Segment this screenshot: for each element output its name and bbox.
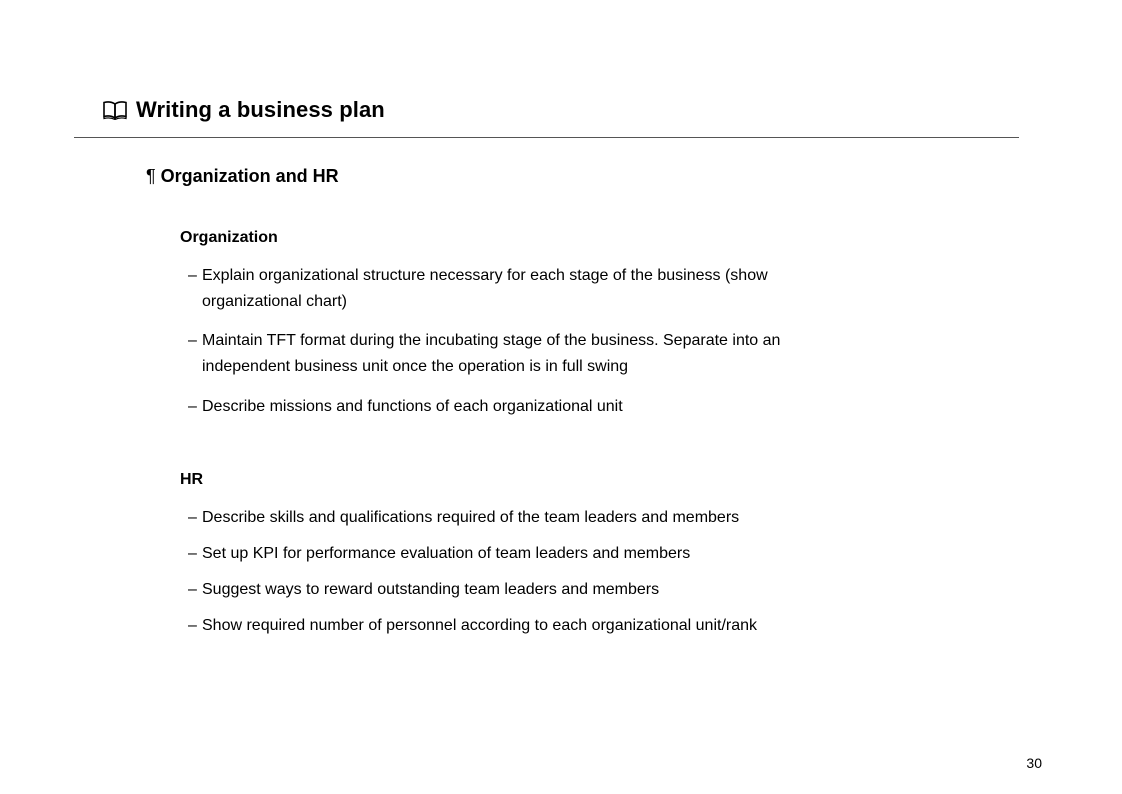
hr-subheading: HR xyxy=(180,471,204,488)
page-number: 30 xyxy=(1026,755,1042,771)
bullet-text-continued: organizational chart) xyxy=(202,293,347,310)
title-row xyxy=(102,94,385,126)
section-heading-text: Organization and HR xyxy=(160,166,339,186)
bullet-dash: – xyxy=(188,617,197,634)
bullet-dash: – xyxy=(188,267,197,284)
hr-bullet xyxy=(188,577,659,603)
bullet-dash: – xyxy=(188,545,197,562)
bullet-text: Describe skills and qualifications required of the team leaders and members xyxy=(202,509,740,526)
hr-bullet xyxy=(188,541,690,567)
pilcrow-marker: ¶ xyxy=(146,166,156,186)
organization-bullet xyxy=(188,328,780,380)
organization-subheading: Organization xyxy=(180,229,278,246)
bullet-text: Describe missions and functions of each organizational unit xyxy=(202,398,623,415)
bullet-text: Show required number of personnel according to each organizational unit/rank xyxy=(202,617,758,634)
bullet-text: Suggest ways to reward outstanding team leaders and members xyxy=(202,581,660,598)
hr-bullet xyxy=(188,505,739,531)
bullet-dash: – xyxy=(188,398,197,415)
hr-bullet xyxy=(188,613,757,639)
title-divider xyxy=(74,137,1019,138)
page-title: Writing a business plan xyxy=(136,97,385,122)
book-icon xyxy=(102,100,128,120)
bullet-text-continued: independent business unit once the operation is in full swing xyxy=(202,358,629,375)
section-heading xyxy=(146,166,339,187)
organization-bullet xyxy=(188,263,768,315)
bullet-dash: – xyxy=(188,581,197,598)
bullet-dash: – xyxy=(188,332,197,349)
bullet-text: Explain organizational structure necessary for each stage of the business (show xyxy=(202,267,768,284)
bullet-dash: – xyxy=(188,509,197,526)
organization-bullet xyxy=(188,394,623,420)
bullet-text: Set up KPI for performance evaluation of team leaders and members xyxy=(202,545,691,562)
bullet-text: Maintain TFT format during the incubating stage of the business. Separate into an xyxy=(202,332,781,349)
